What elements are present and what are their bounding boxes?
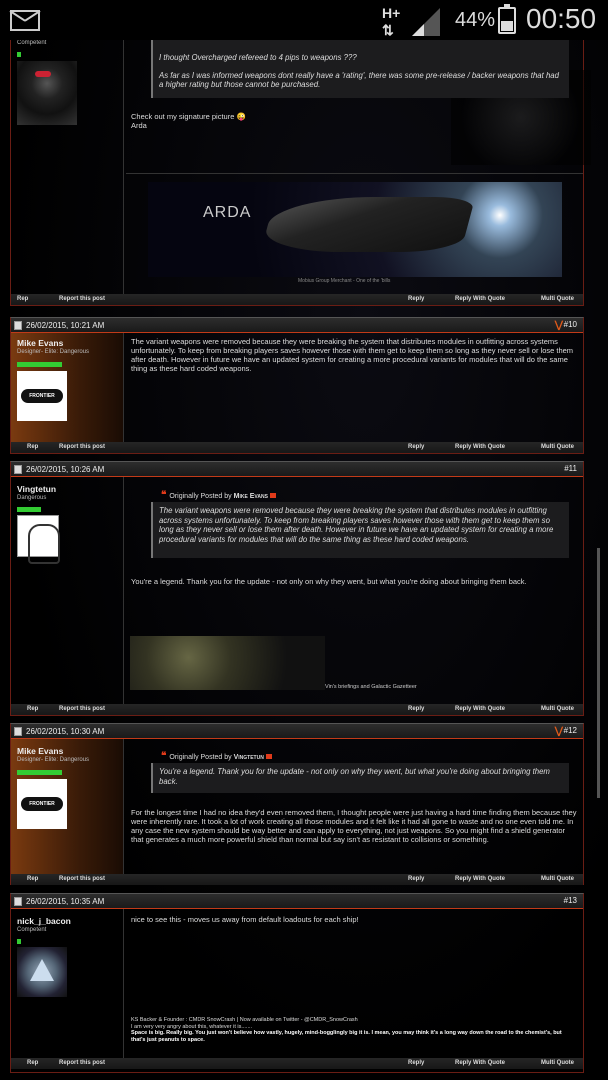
developer-badge-icon: ⋁ xyxy=(554,726,563,737)
post-footer xyxy=(11,442,583,453)
quote-author: Vingtetun xyxy=(233,754,264,761)
report-post-link[interactable]: Report this post xyxy=(59,706,105,712)
battery-level-fill xyxy=(501,21,513,31)
post-body: The variant weapons were removed because they were breaking the system that distributes modules in outfitting across systems unfortunately. To keep from breaking players saves however those with them get to keep them so long as they never sell or lose them after death. However in future we have an updated system for creating a more procedural variants for modules that will do the same thing as these hard coded weapons. xyxy=(131,337,574,373)
post xyxy=(10,317,584,454)
post-text-line: Arda xyxy=(131,121,147,130)
post-header xyxy=(11,318,583,333)
status-bar xyxy=(0,0,608,40)
post-date: 26/02/2015, 10:21 AM xyxy=(26,321,105,330)
user-title: Competent xyxy=(17,927,47,933)
post-header xyxy=(11,724,583,739)
reputation-bar xyxy=(17,362,62,367)
reply-button[interactable]: Reply xyxy=(408,444,425,450)
quote-box xyxy=(151,502,569,558)
post-sidebar xyxy=(11,909,124,1062)
signature-banner-image xyxy=(148,182,562,277)
signature-line: KS Backer & Founder : CMDR SnowCrash | Now available on Twitter - @CMDR_SnowCrash xyxy=(131,1017,358,1023)
reply-with-quote-button[interactable]: Reply With Quote xyxy=(455,876,505,882)
rep-button[interactable]: Rep xyxy=(27,1060,39,1066)
post-icon xyxy=(14,321,22,330)
reputation-bar xyxy=(17,52,21,57)
reputation-bar xyxy=(17,770,62,775)
battery-percent: 44% xyxy=(455,9,496,31)
signature xyxy=(131,1017,577,1043)
multi-quote-button[interactable]: Multi Quote xyxy=(541,876,574,882)
reply-with-quote-button[interactable]: Reply With Quote xyxy=(455,1060,505,1066)
user-avatar[interactable] xyxy=(17,947,67,997)
banner-text: ARDA xyxy=(203,204,252,221)
post xyxy=(10,893,584,1073)
post-footer xyxy=(11,1058,583,1069)
developer-badge-icon: ⋁ xyxy=(554,320,563,331)
signature-caption: Vin's briefings and Galactic Gazetteer xyxy=(325,684,417,690)
reply-with-quote-button[interactable]: Reply With Quote xyxy=(455,296,505,302)
clock: 00:50 xyxy=(526,3,597,34)
quote-author: Mike Evans xyxy=(233,493,268,500)
quote-line: As far as I was informed weapons dont really have a 'rating', there was some pre-release / backer weapons that had a higher rating but those cannot be purchased. xyxy=(159,70,559,89)
rep-button[interactable]: Rep xyxy=(27,444,39,450)
signature-image xyxy=(130,636,325,690)
post-footer xyxy=(11,704,583,715)
multi-quote-button[interactable]: Multi Quote xyxy=(541,444,574,450)
post-number[interactable]: #13 xyxy=(563,896,577,905)
user-title: Dangerous xyxy=(17,495,47,501)
signature-divider xyxy=(126,173,583,174)
view-post-icon[interactable] xyxy=(266,754,272,759)
battery-icon xyxy=(498,7,516,34)
quote-box xyxy=(151,763,569,793)
quote-icon: ❝ xyxy=(161,751,167,762)
username-link[interactable]: Mike Evans xyxy=(17,746,64,756)
post-header xyxy=(11,462,583,477)
signature-line: I am very very angry about this, whatever it is....... xyxy=(131,1023,253,1030)
username-link[interactable]: nick_j_bacon xyxy=(17,916,71,926)
quote-icon: ❝ xyxy=(161,490,167,501)
post-footer xyxy=(11,294,583,305)
user-avatar[interactable] xyxy=(17,515,59,557)
rep-button[interactable]: Rep xyxy=(27,706,39,712)
rep-button[interactable]: Rep xyxy=(17,296,29,302)
reply-with-quote-button[interactable]: Reply With Quote xyxy=(455,706,505,712)
post-icon xyxy=(14,897,22,906)
quote-text: The variant weapons were removed because they were breaking the system that distributes modules in outfitting across systems unfortunately. To keep from breaking players saves however those with them get to keep them so long as they never sell or lose them after death. However in future we have an updated system for creating a more procedural variants for modules that will do the same thing as these hard coded weapons. xyxy=(159,506,554,544)
report-post-link[interactable]: Report this post xyxy=(59,296,105,302)
post-sidebar xyxy=(11,477,124,705)
username-link[interactable]: Mike Evans xyxy=(17,338,64,348)
post-body: nice to see this - moves us away from default loadouts for each ship! xyxy=(131,915,359,924)
user-avatar[interactable] xyxy=(17,371,67,421)
reputation-bar xyxy=(17,507,41,512)
post-text-line: Check out my signature picture 😜 xyxy=(131,112,246,121)
report-post-link[interactable]: Report this post xyxy=(59,876,105,882)
report-post-link[interactable]: Report this post xyxy=(59,444,105,450)
rep-button[interactable]: Rep xyxy=(27,876,39,882)
network-type-label: H+ xyxy=(382,5,401,21)
post-date: 26/02/2015, 10:26 AM xyxy=(26,465,105,474)
post-date: 26/02/2015, 10:30 AM xyxy=(26,727,105,736)
post-body: You're a legend. Thank you for the update - not only on why they went, but what you're doing about bringing them back. xyxy=(131,577,527,586)
scrollbar[interactable] xyxy=(597,548,600,798)
multi-quote-button[interactable]: Multi Quote xyxy=(541,296,574,302)
post-number[interactable]: #11 xyxy=(564,464,577,473)
quote-text: You're a legend. Thank you for the update - not only on why they went, but what you're doing about bringing them back. xyxy=(159,767,550,786)
post xyxy=(10,723,584,885)
reply-button[interactable]: Reply xyxy=(408,876,425,882)
post-date: 26/02/2015, 10:35 AM xyxy=(26,897,105,906)
user-avatar[interactable] xyxy=(17,779,67,829)
signature-line: Space is big. Really big. You just won't believe how vastly, hugely, mind-bogglingly big it is. I mean, you may think it's a long way down the road to the chemist's, but that's just peanuts to space. xyxy=(131,1030,562,1043)
post-icon xyxy=(14,727,22,736)
reply-with-quote-button[interactable]: Reply With Quote xyxy=(455,444,505,450)
reputation-bar xyxy=(17,939,21,944)
post-sidebar xyxy=(11,30,124,295)
quote-prefix: Originally Posted by xyxy=(169,754,232,761)
user-title: Competent xyxy=(17,40,47,46)
post-sidebar xyxy=(11,739,124,874)
signature-caption: Mobius Group Merchant - One of the 'bills xyxy=(298,278,391,284)
reply-button[interactable]: Reply xyxy=(408,706,425,712)
user-title: Designer- Elite: Dangerous xyxy=(17,757,90,763)
post-header xyxy=(11,894,583,909)
multi-quote-button[interactable]: Multi Quote xyxy=(541,1060,574,1066)
quote-line: I thought Overcharged refereed to 4 pips to weapons ??? xyxy=(159,53,357,62)
quote-header xyxy=(161,490,276,501)
quote-header xyxy=(161,751,272,762)
report-post-link[interactable]: Report this post xyxy=(59,1060,105,1066)
user-avatar[interactable] xyxy=(17,61,77,125)
quote-prefix: Originally Posted by xyxy=(169,493,232,500)
ship-graphic xyxy=(261,197,476,252)
post-body: For the longest time I had no idea they'd even removed them, I thought people were just having a hard time finding them because they were inherently rare. It took a lot of work creating all those modules and it felt like it had all gone to waste and no one even told me. In any case the new system should be way better and can apply to everything, not just weapons. So you might find a shield generator that generates a much more powerful shield than normal but say isn't as resistant to collisions or something. xyxy=(131,808,577,844)
reply-button[interactable]: Reply xyxy=(408,1060,425,1066)
post-number[interactable]: #12 xyxy=(563,726,577,735)
post-sidebar xyxy=(11,333,124,443)
signal-strength-fill xyxy=(412,24,424,36)
post-body xyxy=(131,112,577,130)
mail-notification-icon xyxy=(10,10,40,31)
post-icon xyxy=(14,465,22,474)
user-title: Designer- Elite: Dangerous xyxy=(17,349,90,355)
reply-button[interactable]: Reply xyxy=(408,296,425,302)
post-footer xyxy=(11,874,583,885)
username-link[interactable]: Vingtetun xyxy=(17,484,57,494)
network-type-icon: H+ ⇅ xyxy=(378,5,400,39)
view-post-icon[interactable] xyxy=(270,493,276,498)
multi-quote-button[interactable]: Multi Quote xyxy=(541,706,574,712)
quote-box xyxy=(151,40,569,98)
post-number[interactable]: #10 xyxy=(563,320,577,329)
